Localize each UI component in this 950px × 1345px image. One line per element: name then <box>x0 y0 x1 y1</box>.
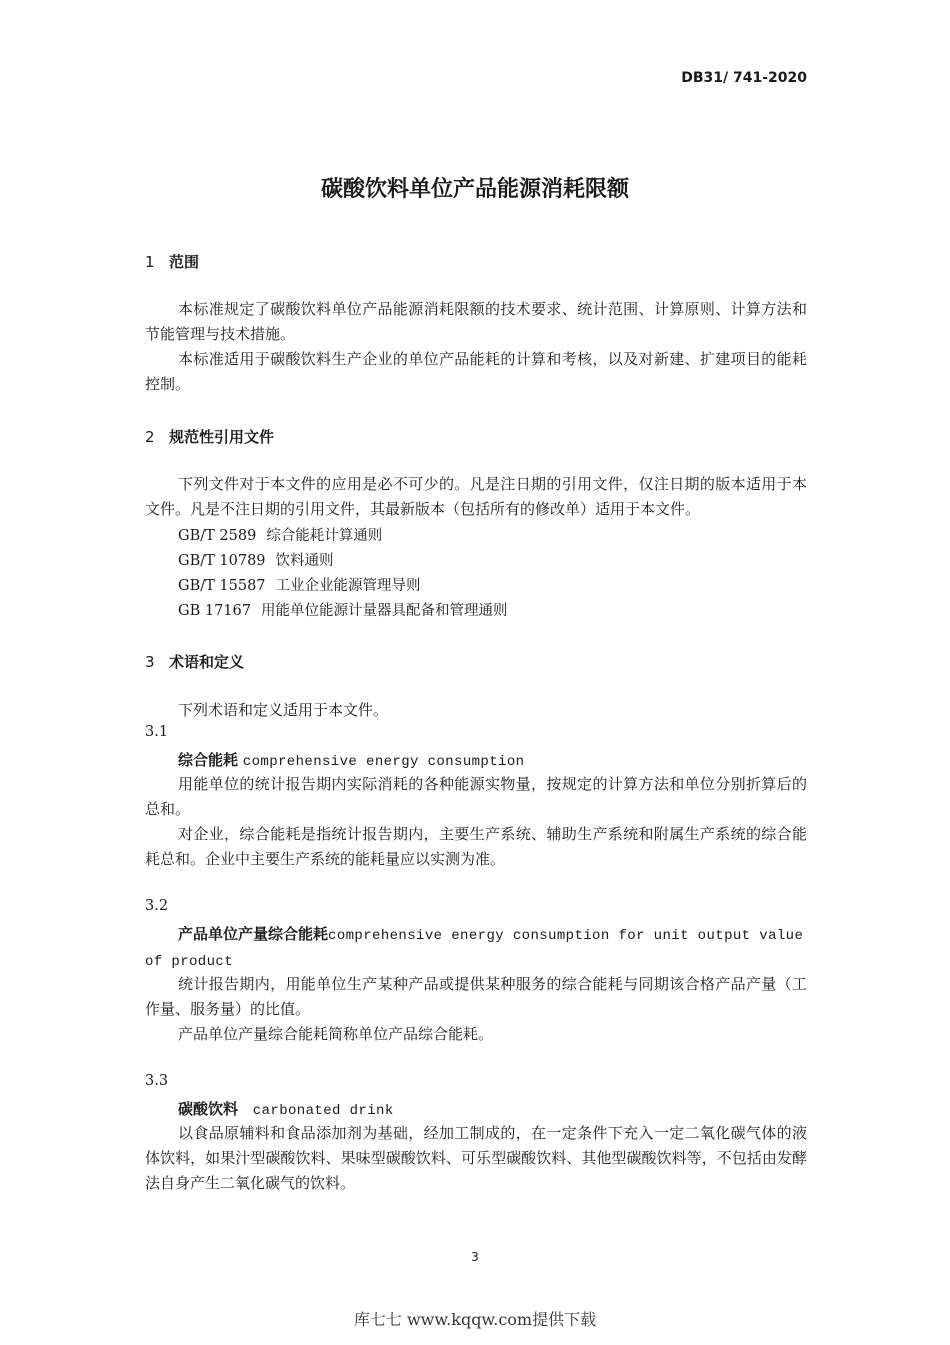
reference-code: GB/T 15587 <box>178 578 266 594</box>
reference-code: GB 17167 <box>178 603 251 619</box>
term-number: 3.2 <box>145 898 169 914</box>
section-heading-normative-references <box>145 426 274 447</box>
term-definition: 用能单位的统计报告期内实际消耗的各种能源实物量，按规定的计算方法和单位分别折算后的总和。 <box>145 775 807 818</box>
paragraph: 下列术语和定义适用于本文件。 <box>178 701 389 719</box>
term-definition: 统计报告期内，用能单位生产某种产品或提供某种服务的综合能耗与同期该合格产品产量（工作量、服务量）的比值。 <box>145 975 807 1018</box>
section-title: 术语和定义 <box>169 653 245 671</box>
section-number: 2 <box>145 428 155 446</box>
reference-title: 工业企业能源管理导则 <box>275 578 421 594</box>
term-english: carbonated drink <box>252 1103 394 1119</box>
reference-code: GB/T 2589 <box>178 528 257 544</box>
term-chinese: 综合能耗 <box>178 751 239 769</box>
paragraph: 本标准规定了碳酸饮料单位产品能源消耗限额的技术要求、统计范围、计算原则、计算方法和节能管理与技术措施。 <box>145 300 807 343</box>
term-english: comprehensive energy consumption for unit output value of product <box>145 928 804 970</box>
section-number: 1 <box>145 253 155 271</box>
term-definition: 对企业，综合能耗是指统计报告期内，主要生产系统、辅助生产系统和附属生产系统的综合能耗总和。企业中主要生产系统的能耗量应以实测为准。 <box>145 825 807 868</box>
document-number: DB31/ 741-2020 <box>681 70 807 86</box>
section-number: 3 <box>145 653 155 671</box>
term-number: 3.1 <box>145 724 169 740</box>
term-chinese: 产品单位产量综合能耗 <box>178 925 329 943</box>
section-heading-scope <box>145 251 199 272</box>
term-entry <box>178 1098 394 1119</box>
reference-title: 饮料通则 <box>275 553 334 569</box>
paragraph: 本标准适用于碳酸饮料生产企业的单位产品能耗的计算和考核，以及对新建、扩建项目的能耗控制。 <box>145 350 807 393</box>
page-title: 碳酸饮料单位产品能源消耗限额 <box>320 177 629 202</box>
section-heading-terms-definitions <box>145 651 244 672</box>
reference-code: GB/T 10789 <box>178 553 266 569</box>
term-entry <box>178 749 524 770</box>
reference-item <box>178 524 382 545</box>
term-english: comprehensive energy consumption <box>242 754 525 770</box>
section-title: 范围 <box>169 253 200 271</box>
download-watermark: 库七七 www.kqqw.com提供下载 <box>353 1310 597 1329</box>
paragraph: 下列文件对于本文件的应用是必不可少的。凡是注日期的引用文件，仅注日期的版本适用于本文件。凡是不注日期的引用文件，其最新版本（包括所有的修改单）适用于本文件。 <box>145 475 807 518</box>
reference-title: 综合能耗计算通则 <box>266 528 383 544</box>
reference-title: 用能单位能源计量器具配备和管理通则 <box>260 603 508 619</box>
page-number: 3 <box>471 1250 479 1264</box>
reference-item <box>178 599 507 620</box>
term-chinese: 碳酸饮料 <box>178 1100 239 1118</box>
section-title: 规范性引用文件 <box>169 428 275 446</box>
term-definition: 产品单位产量综合能耗简称单位产品综合能耗。 <box>178 1025 494 1043</box>
term-number: 3.3 <box>145 1073 169 1089</box>
reference-item <box>178 574 421 595</box>
term-entry <box>145 922 807 975</box>
term-definition: 以食品原辅料和食品添加剂为基础，经加工制成的，在一定条件下充入一定二氧化碳气体的液体饮料，如果汁型碳酸饮料、果味型碳酸饮料、可乐型碳酸饮料、其他型碳酸饮料等，不包括由发酵法自身产生二氧化碳气的饮料。 <box>145 1124 807 1192</box>
reference-item <box>178 549 334 570</box>
